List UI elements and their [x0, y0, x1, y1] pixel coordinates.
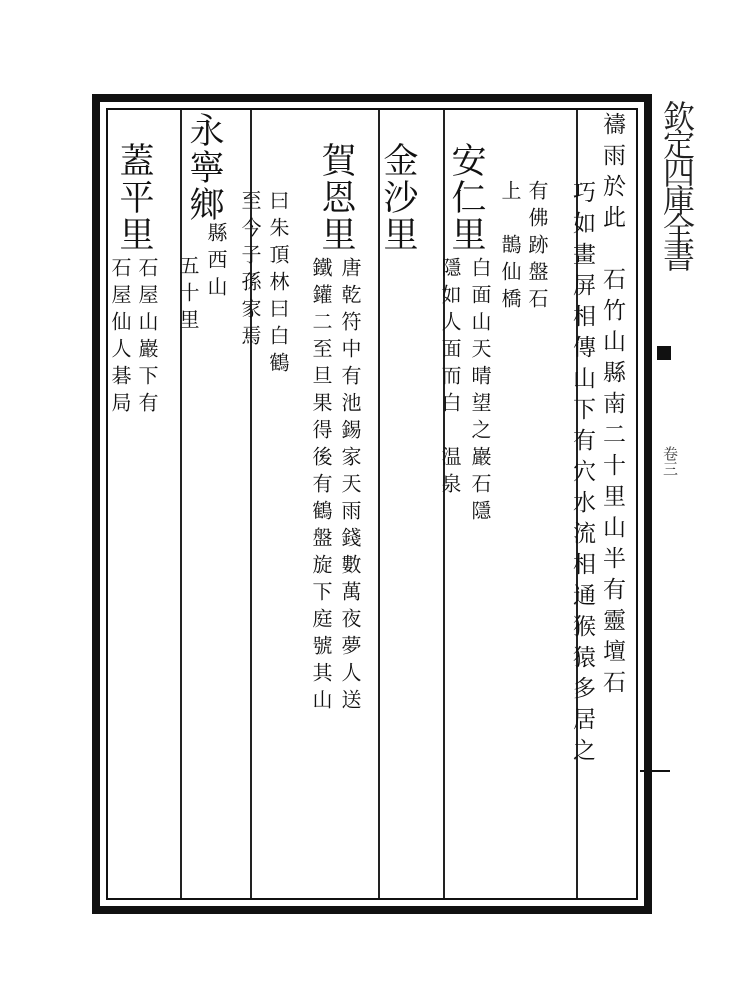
text-column: 至今子孫家焉: [238, 190, 262, 352]
place-heading: 賀恩里: [316, 142, 356, 253]
column-rule: [443, 110, 445, 898]
text-column: 石屋仙人碁局: [108, 257, 132, 419]
text-column: 巧如畫屏相傳山下有穴水流相通猴猿多居之: [569, 180, 595, 769]
column-rule: [180, 110, 182, 898]
place-heading: 金沙里: [378, 142, 418, 253]
text-column: 曰朱頂林曰白鶴: [266, 190, 290, 379]
page-frame: [92, 94, 652, 914]
text-column: 縣西山: [204, 222, 228, 303]
text-column: 鐵鑵二至旦果得後有鶴盤旋下庭號其山: [309, 257, 333, 716]
inner-border: [106, 108, 638, 900]
text-column: 隱如人面而白 温泉: [438, 257, 462, 500]
text-column: 上 鵲仙橋: [498, 180, 522, 315]
text-column: 白面山天晴望之巖石隱: [468, 257, 492, 527]
place-heading: 永寧鄉: [184, 112, 224, 223]
text-column: 有佛跡盤石: [525, 180, 549, 315]
text-column: 石屋山巖下有: [135, 257, 159, 419]
place-heading: 安仁里: [446, 142, 486, 253]
text-column: 唐乾符中有池錫家天雨錢數萬夜夢人送: [338, 257, 362, 716]
margin-line: [640, 770, 670, 772]
text-column: 禱雨於此 石竹山縣南二十里山半有靈壇石: [599, 112, 625, 701]
book-title: 欽定四庫全書: [658, 100, 696, 268]
place-heading: 蓋平里: [114, 142, 154, 253]
text-column: 五十里: [176, 255, 200, 336]
juan-label: 卷三: [661, 446, 679, 476]
fish-tail-mark: [657, 346, 671, 360]
